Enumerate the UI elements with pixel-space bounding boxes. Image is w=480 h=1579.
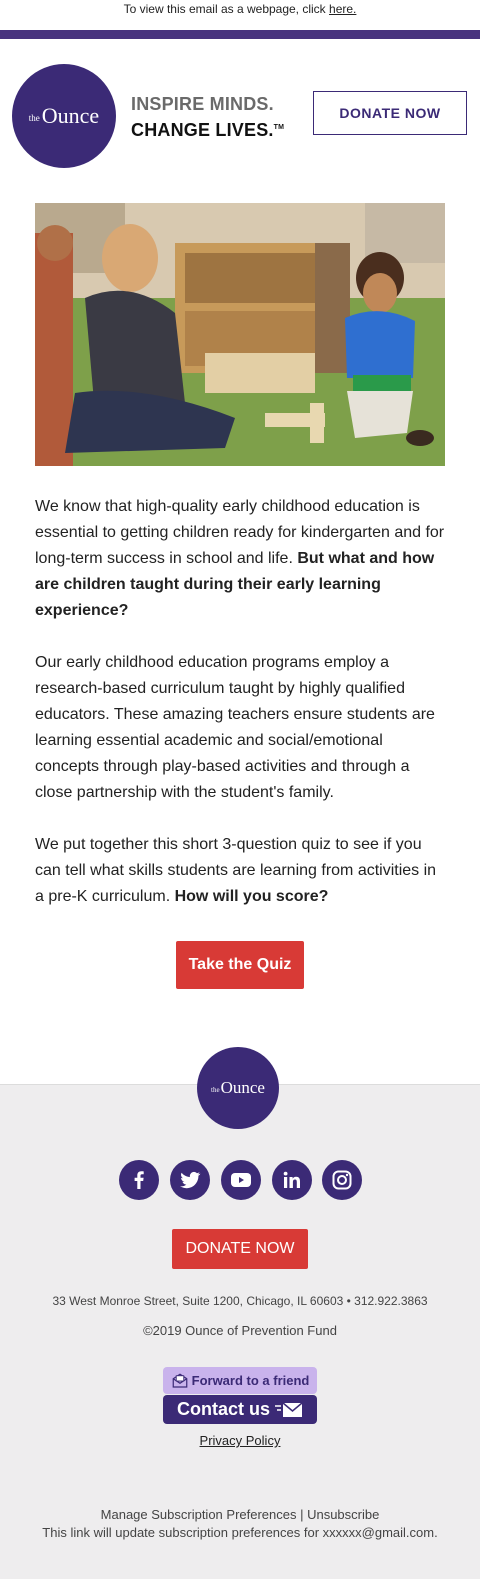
envelope-icon [275,1401,303,1419]
body-copy [35,494,445,936]
contact-us-button[interactable] [163,1395,317,1424]
p3-bold: How will you score? [174,888,329,905]
top-brand-bar [0,30,480,39]
forward-to-friend-button[interactable] [163,1367,317,1394]
manage-preferences-links[interactable]: Manage Subscription Preferences | Unsubscribe [100,1507,380,1522]
footer-logo-the: the [211,1085,220,1094]
subscription-info [0,1506,480,1542]
preheader [0,0,480,30]
paragraph-3 [35,832,445,910]
take-quiz-button[interactable]: Take the Quiz [176,941,304,989]
contact-label: Contact us [176,1399,270,1419]
paragraph-2: Our early childhood education programs employ a research-based curriculum taught by highly qualified educators. These amazing teachers ensure students are learning essential academic and social/emotional concepts through play-based activities and through a close partnership with the student's family. [35,654,435,801]
privacy-policy-link[interactable]: Privacy Policy [199,1433,281,1448]
hero-image[interactable] [35,203,445,466]
footer-address: 33 West Monroe Street, Suite 1200, Chicago, IL 60603 • 312.922.3863 [52,1294,428,1308]
p1-text: We know that high-quality early childhood education is essential to getting children ready for kindergarten and for long-term success in school and life. [35,498,445,567]
facebook-icon[interactable] [119,1160,159,1200]
footer-copyright: ©2019 Ounce of Prevention Fund [143,1323,337,1338]
p1-bold: But what and how are children taught during their early learning experience? [35,550,435,619]
tagline-line2 [131,116,284,142]
logo-the: the [28,113,40,123]
p3-text: We put together this short 3-question quiz to see if you can tell what skills students are learning from activities in a pre-K curriculum. [35,836,437,905]
tagline [131,92,284,142]
preheader-text: To view this email as a webpage, click [123,2,330,16]
footer-ounce-logo[interactable] [197,1047,279,1129]
footer-donate-button[interactable]: DONATE NOW [172,1229,308,1269]
footer-logo-name: Ounce [220,1078,265,1097]
ounce-logo[interactable] [12,64,116,168]
view-webpage-link[interactable]: here. [329,2,357,16]
header [0,39,480,199]
forward-label: Forward to a friend [191,1373,310,1388]
logo-name: Ounce [41,103,100,128]
trademark: TM [273,124,285,131]
header-donate-button[interactable]: DONATE NOW [313,91,467,135]
linkedin-icon[interactable] [272,1160,312,1200]
tagline-line1: INSPIRE MINDS. [131,94,274,114]
preferences-note: This link will update subscription preferences for xxxxxx@gmail.com. [42,1525,438,1540]
tagline-line2-text: CHANGE LIVES. [131,120,274,140]
instagram-icon[interactable] [322,1160,362,1200]
twitter-icon[interactable] [170,1160,210,1200]
forward-mail-icon [171,1372,189,1390]
paragraph-1 [35,494,445,624]
youtube-icon[interactable] [221,1160,261,1200]
